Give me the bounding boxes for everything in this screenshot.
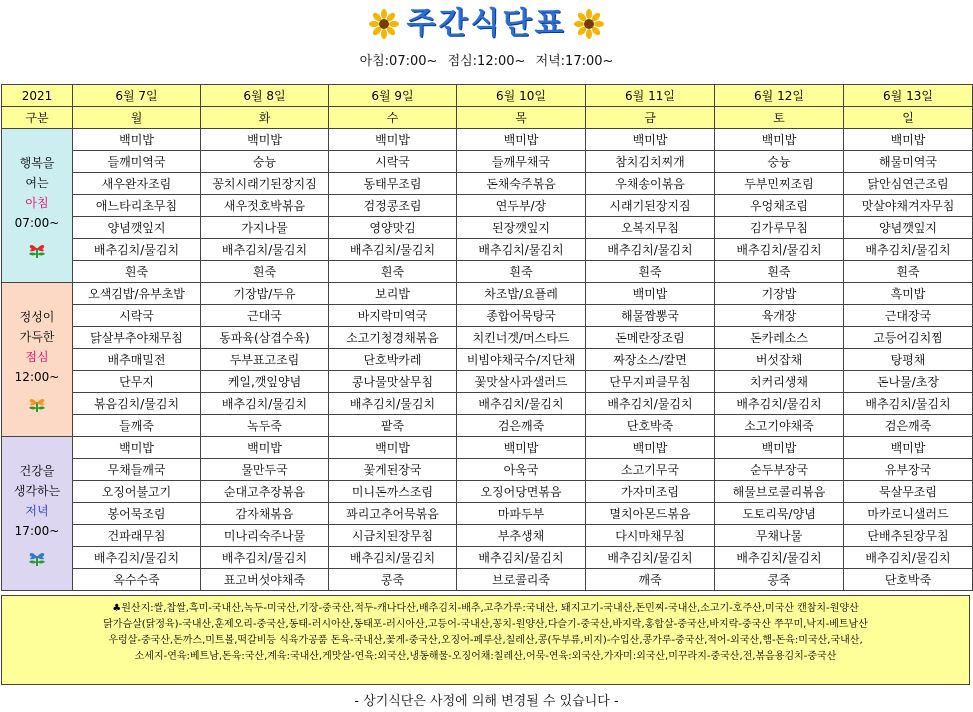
menu-item-cell: 백미밥 [715, 437, 844, 459]
dinner-label-cell [2, 437, 73, 591]
menu-item-cell: 흰죽 [329, 261, 457, 283]
menu-item-cell: 단무지 [73, 371, 201, 393]
menu-item-cell: 단호박죽 [844, 569, 973, 591]
menu-item-cell: 백미밥 [73, 437, 201, 459]
menu-item-cell: 배추매밀전 [73, 349, 201, 371]
menu-item-cell: 기장밥 [715, 283, 844, 305]
menu-item-cell: 백미밥 [844, 129, 973, 151]
menu-item-cell: 들깨죽 [73, 415, 201, 437]
orange-flower-icon [2, 391, 72, 413]
menu-item-cell: 볶음김치/물김치 [73, 393, 201, 415]
menu-row [2, 261, 973, 283]
sunflower-icon [574, 9, 604, 39]
breakfast-time: 아침:07:00~ [359, 54, 438, 69]
menu-item-cell: 마파두부 [457, 503, 586, 525]
menu-item-cell: 흰죽 [586, 261, 715, 283]
menu-item-cell: 된장깻잎지 [457, 217, 586, 239]
menu-item-cell: 옥수수죽 [73, 569, 201, 591]
weekly-menu-table [1, 84, 973, 591]
menu-row [2, 349, 973, 371]
menu-item-cell: 꽃맛살사과샐러드 [457, 371, 586, 393]
menu-item-cell: 배추김치/물김치 [201, 239, 329, 261]
menu-item-cell: 감자채볶음 [201, 503, 329, 525]
origin-line: ♣원산지:쌀,찹쌀,흑미-국내산,녹두-미국산,기장-중국산,적두-캐나다산,배추김치-배추,고추가루:국내산, 돼지고기-국내산,돈민찌-국내산,소고기-호주산,미국산 캔참치-원양산 [112, 603, 859, 614]
menu-item-cell: 우채송이볶음 [586, 173, 715, 195]
menu-item-cell: 들깨무채국 [457, 151, 586, 173]
menu-item-cell: 배추김치/물김치 [844, 547, 973, 569]
menu-item-cell: 돈나물/초장 [844, 371, 973, 393]
day-cell: 수 [329, 107, 457, 129]
menu-item-cell: 배추김치/물김치 [329, 393, 457, 415]
menu-item-cell: 백미밥 [457, 437, 586, 459]
menu-item-cell: 순대고추장볶음 [201, 481, 329, 503]
meal-name: 점심 [25, 349, 49, 364]
menu-item-cell: 백미밥 [586, 283, 715, 305]
menu-row [2, 151, 973, 173]
menu-item-cell: 들깨미역국 [73, 151, 201, 173]
day-cell: 월 [73, 107, 201, 129]
meal-slogan: 생각하는 [13, 483, 61, 498]
dinner-time: 저녁:17:00~ [535, 54, 614, 69]
menu-item-cell: 배추김치/물김치 [844, 393, 973, 415]
menu-item-cell: 해물짬뽕국 [586, 305, 715, 327]
date-cell: 6월 8일 [201, 85, 329, 107]
menu-item-cell: 부추생채 [457, 525, 586, 547]
menu-item-cell: 해물브로콜리볶음 [715, 481, 844, 503]
menu-item-cell: 배추김치/물김치 [73, 547, 201, 569]
menu-item-cell: 새우젓호박볶음 [201, 195, 329, 217]
menu-item-cell: 배추김치/물김치 [73, 239, 201, 261]
year-cell: 2021 [2, 85, 73, 107]
menu-item-cell: 단호박카레 [329, 349, 457, 371]
meal-time: 17:00~ [14, 523, 60, 538]
origin-info-box [1, 595, 970, 685]
menu-item-cell: 육개장 [715, 305, 844, 327]
page-header [0, 0, 973, 84]
change-notice: - 상기식단은 사정에 의해 변경될 수 있습니다 - [354, 694, 619, 709]
menu-row [2, 305, 973, 327]
menu-item-cell: 종합어묵탕국 [457, 305, 586, 327]
menu-item-cell: 배추김치/물김치 [457, 547, 586, 569]
menu-item-cell: 탕평채 [844, 349, 973, 371]
menu-item-cell: 두부표고조림 [201, 349, 329, 371]
menu-item-cell: 숭늉 [201, 151, 329, 173]
menu-item-cell: 배추김치/물김치 [715, 547, 844, 569]
menu-row [2, 129, 973, 151]
menu-item-cell: 백미밥 [844, 437, 973, 459]
menu-item-cell: 비빔야채국수/지단채 [457, 349, 586, 371]
menu-item-cell: 멸치아몬드볶음 [586, 503, 715, 525]
page-title: 주간식단표 [406, 6, 567, 41]
menu-item-cell: 치커리생채 [715, 371, 844, 393]
menu-item-cell: 흰죽 [844, 261, 973, 283]
menu-item-cell: 봉어묵조림 [73, 503, 201, 525]
menu-item-cell: 물만두국 [201, 459, 329, 481]
menu-item-cell: 배추김치/물김치 [329, 547, 457, 569]
day-cell: 화 [201, 107, 329, 129]
menu-item-cell: 돈메란장조림 [586, 327, 715, 349]
date-header-row [2, 85, 973, 107]
menu-item-cell: 동태무조림 [329, 173, 457, 195]
menu-row [2, 217, 973, 239]
red-flower-icon [2, 237, 72, 259]
menu-item-cell: 백미밥 [201, 437, 329, 459]
menu-item-cell: 가자미조림 [586, 481, 715, 503]
meal-slogan: 건강을 [19, 463, 55, 478]
menu-row [2, 547, 973, 569]
menu-row [2, 481, 973, 503]
menu-item-cell: 다시마채무침 [586, 525, 715, 547]
menu-item-cell: 가지나물 [201, 217, 329, 239]
day-cell: 금 [586, 107, 715, 129]
menu-item-cell: 오징어당면볶음 [457, 481, 586, 503]
origin-line: 소세지-연육:베트남,돈육:국산,계육:국내산,게맛살-연육:외국산,냉동해물-오징어채:칠레산,어묵-연육:외국산,가자미:외국산,미꾸라지-중국산,전,볶음용김치-중국산 [134, 651, 837, 662]
menu-item-cell: 짜장소스/칼면 [586, 349, 715, 371]
menu-item-cell: 백미밥 [586, 129, 715, 151]
menu-item-cell: 미나리숙주나물 [201, 525, 329, 547]
menu-item-cell: 배추김치/물김치 [201, 393, 329, 415]
origin-line: 닭가슴살(닭정육)-국내산,훈제오리-중국산,동태-러시아산,동태포-러시아산,고등어-국내산,꽁치-원양산,다슬기-중국산,바지락,홍합살-중국산,바지락-중국산 쭈꾸미,낙지-베트남산 [103, 619, 868, 630]
menu-item-cell: 보리밥 [329, 283, 457, 305]
menu-item-cell: 소고기무국 [586, 459, 715, 481]
menu-item-cell: 팥죽 [329, 415, 457, 437]
menu-item-cell: 꽃게된장국 [329, 459, 457, 481]
title-row [0, 6, 973, 42]
lunch-label-cell [2, 283, 73, 437]
menu-item-cell: 유부장국 [844, 459, 973, 481]
menu-item-cell: 브로콜리죽 [457, 569, 586, 591]
menu-row [2, 283, 973, 305]
menu-item-cell: 시락국 [73, 305, 201, 327]
menu-item-cell: 근대장국 [844, 305, 973, 327]
date-cell: 6월 12일 [715, 85, 844, 107]
menu-item-cell: 깨죽 [586, 569, 715, 591]
menu-item-cell: 돈채숙주볶음 [457, 173, 586, 195]
menu-item-cell: 동파육(삼겹수육) [201, 327, 329, 349]
meal-time: 07:00~ [14, 215, 60, 230]
menu-item-cell: 순두부장국 [715, 459, 844, 481]
menu-row [2, 195, 973, 217]
menu-item-cell: 배추김치/물김치 [329, 239, 457, 261]
day-cell: 토 [715, 107, 844, 129]
meal-time: 12:00~ [14, 369, 60, 384]
menu-item-cell: 꽈리고추어묵볶음 [329, 503, 457, 525]
menu-item-cell: 백미밥 [715, 129, 844, 151]
menu-item-cell: 새우완자조림 [73, 173, 201, 195]
menu-item-cell: 닭살부추야채무침 [73, 327, 201, 349]
date-cell: 6월 11일 [586, 85, 715, 107]
date-cell: 6월 13일 [844, 85, 973, 107]
menu-item-cell: 고등어김치찜 [844, 327, 973, 349]
menu-row [2, 415, 973, 437]
menu-item-cell: 검은깨죽 [457, 415, 586, 437]
menu-item-cell: 흰죽 [73, 261, 201, 283]
menu-item-cell: 흰죽 [201, 261, 329, 283]
meal-name: 아침 [25, 195, 49, 210]
menu-item-cell: 꽁치시래기된장지짐 [201, 173, 329, 195]
date-cell: 6월 10일 [457, 85, 586, 107]
menu-row [2, 459, 973, 481]
menu-item-cell: 콩죽 [715, 569, 844, 591]
day-header-row [2, 107, 973, 129]
menu-item-cell: 도토리묵/양념 [715, 503, 844, 525]
menu-item-cell: 시래기된장지짐 [586, 195, 715, 217]
menu-item-cell: 배추김치/물김치 [844, 239, 973, 261]
meal-slogan: 여는 [25, 175, 49, 190]
menu-item-cell: 흰죽 [715, 261, 844, 283]
menu-item-cell: 버섯잡채 [715, 349, 844, 371]
menu-item-cell: 백미밥 [329, 437, 457, 459]
menu-item-cell: 콩죽 [329, 569, 457, 591]
menu-item-cell: 백미밥 [457, 129, 586, 151]
menu-item-cell: 표고버섯야채죽 [201, 569, 329, 591]
menu-item-cell: 마카로니샐러드 [844, 503, 973, 525]
menu-item-cell: 단배추된장무침 [844, 525, 973, 547]
menu-item-cell: 참치김치찌개 [586, 151, 715, 173]
menu-item-cell: 영양맛김 [329, 217, 457, 239]
menu-item-cell: 녹두죽 [201, 415, 329, 437]
menu-item-cell: 오복지무침 [586, 217, 715, 239]
menu-item-cell: 근대국 [201, 305, 329, 327]
menu-item-cell: 소고기청경채볶음 [329, 327, 457, 349]
menu-item-cell: 흰죽 [457, 261, 586, 283]
menu-item-cell: 단호박죽 [586, 415, 715, 437]
menu-item-cell: 양념깻잎지 [844, 217, 973, 239]
menu-item-cell: 바지락미역국 [329, 305, 457, 327]
menu-item-cell: 시락국 [329, 151, 457, 173]
menu-item-cell: 애느타리초무침 [73, 195, 201, 217]
menu-item-cell: 검정콩조림 [329, 195, 457, 217]
meal-times [0, 50, 973, 69]
menu-item-cell: 치킨너겟/머스타드 [457, 327, 586, 349]
menu-item-cell: 배추김치/물김치 [715, 393, 844, 415]
menu-row [2, 239, 973, 261]
menu-item-cell: 소고기야채죽 [715, 415, 844, 437]
menu-item-cell: 콩나물맛살무침 [329, 371, 457, 393]
menu-row [2, 525, 973, 547]
menu-item-cell: 아욱국 [457, 459, 586, 481]
menu-row [2, 371, 973, 393]
menu-row [2, 503, 973, 525]
menu-item-cell: 우엉채조림 [715, 195, 844, 217]
menu-item-cell: 돈카레소스 [715, 327, 844, 349]
menu-item-cell: 백미밥 [329, 129, 457, 151]
menu-item-cell: 오징어불고기 [73, 481, 201, 503]
breakfast-label-cell [2, 129, 73, 283]
menu-row [2, 327, 973, 349]
menu-item-cell: 무채들깨국 [73, 459, 201, 481]
menu-item-cell: 기장밥/두유 [201, 283, 329, 305]
category-label: 구분 [2, 107, 73, 129]
menu-row [2, 393, 973, 415]
menu-item-cell: 무채나물 [715, 525, 844, 547]
menu-item-cell: 단무지피클무침 [586, 371, 715, 393]
menu-item-cell: 맛살야채겨자무침 [844, 195, 973, 217]
meal-slogan: 행복을 [19, 155, 55, 170]
menu-item-cell: 연두부/장 [457, 195, 586, 217]
menu-item-cell: 김가루무침 [715, 217, 844, 239]
menu-item-cell: 케일,깻잎양념 [201, 371, 329, 393]
origin-line: 우렁살-중국산,돈까스,미트볼,떡갈비등 식육가공품 돈육-국내산,꽃게-중국산,오징어-페루산,칠레산,콩(두부류,비지)-수입산,콩가루-중국산,적어-외국산,햄-돈육:미국산,국내산, [108, 635, 863, 646]
menu-item-cell: 닭안심연근조림 [844, 173, 973, 195]
menu-row [2, 437, 973, 459]
menu-row [2, 569, 973, 591]
day-cell: 목 [457, 107, 586, 129]
menu-item-cell: 미니돈까스조림 [329, 481, 457, 503]
lunch-time: 점심:12:00~ [447, 54, 526, 69]
menu-item-cell: 배추김치/물김치 [457, 239, 586, 261]
menu-item-cell: 오색김밥/유부초밥 [73, 283, 201, 305]
day-cell: 일 [844, 107, 973, 129]
menu-item-cell: 검은깨죽 [844, 415, 973, 437]
menu-item-cell: 백미밥 [201, 129, 329, 151]
menu-item-cell: 흑미밥 [844, 283, 973, 305]
menu-item-cell: 배추김치/물김치 [586, 393, 715, 415]
blue-flower-icon [2, 545, 72, 567]
meal-slogan: 가득한 [19, 329, 55, 344]
menu-row [2, 173, 973, 195]
menu-item-cell: 건파래무침 [73, 525, 201, 547]
menu-item-cell: 숭늉 [715, 151, 844, 173]
menu-item-cell: 백미밥 [586, 437, 715, 459]
menu-item-cell: 두부민찌조림 [715, 173, 844, 195]
menu-item-cell: 차조밥/요플레 [457, 283, 586, 305]
date-cell: 6월 9일 [329, 85, 457, 107]
sunflower-icon [369, 9, 399, 39]
menu-item-cell: 배추김치/물김치 [586, 547, 715, 569]
menu-item-cell: 백미밥 [73, 129, 201, 151]
menu-item-cell: 배추김치/물김치 [457, 393, 586, 415]
menu-item-cell: 배추김치/물김치 [201, 547, 329, 569]
meal-slogan: 정성이 [19, 309, 55, 324]
menu-item-cell: 묵살무조림 [844, 481, 973, 503]
date-cell: 6월 7일 [73, 85, 201, 107]
menu-item-cell: 시금치된장무침 [329, 525, 457, 547]
menu-item-cell: 배추김치/물김치 [715, 239, 844, 261]
menu-item-cell: 해물미역국 [844, 151, 973, 173]
menu-item-cell: 배추김치/물김치 [586, 239, 715, 261]
meal-name: 저녁 [25, 503, 49, 518]
menu-item-cell: 양념깻잎지 [73, 217, 201, 239]
